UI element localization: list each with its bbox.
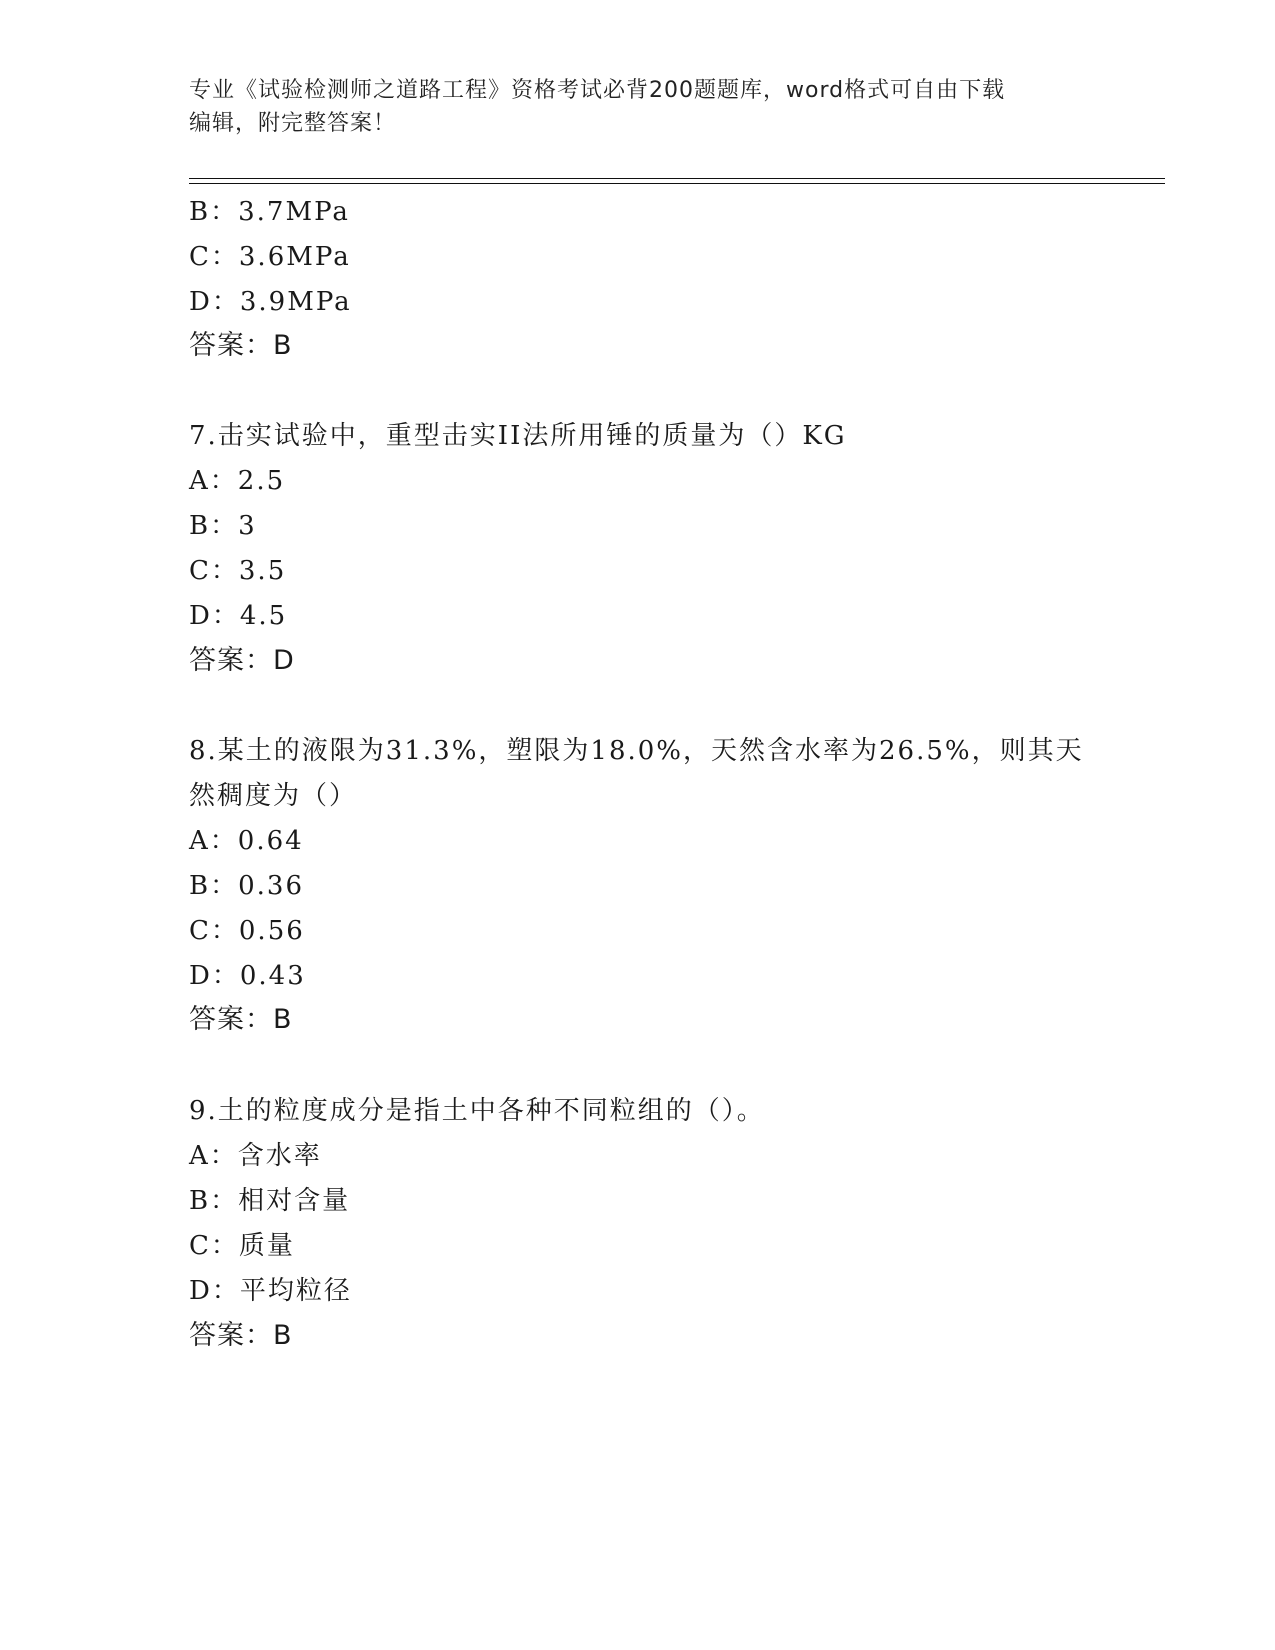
q9-option-d: D：平均粒径 bbox=[189, 1276, 352, 1306]
q8-option-d: D：0.43 bbox=[189, 961, 306, 991]
q7-option-d: D：4.5 bbox=[189, 601, 288, 631]
header-divider-top bbox=[189, 178, 1165, 179]
q7-option-b: B：3 bbox=[189, 511, 257, 541]
q7-question: 7.击实试验中，重型击实II法所用锤的质量为（）KG bbox=[189, 421, 847, 451]
q7-answer: 答案：D bbox=[189, 645, 295, 676]
q6-option-b: B：3.7MPa bbox=[189, 197, 350, 227]
q8-option-c: C：0.56 bbox=[189, 916, 305, 946]
q9-answer: 答案：B bbox=[189, 1320, 293, 1351]
q8-option-a: A：0.64 bbox=[189, 826, 304, 856]
q9-option-b: B：相对含量 bbox=[189, 1186, 351, 1216]
header-line-2: 编辑，附完整答案！ bbox=[189, 111, 397, 136]
q9-option-a: A：含水率 bbox=[189, 1141, 322, 1171]
document-header bbox=[189, 74, 1079, 140]
q8-option-b: B：0.36 bbox=[189, 871, 304, 901]
q8-question-line-1: 8.某土的液限为31.3%，塑限为18.0%，天然含水率为26.5%，则其天 bbox=[189, 736, 1084, 766]
q9-question: 9.土的粒度成分是指土中各种不同粒组的（）。 bbox=[189, 1096, 765, 1126]
q9-option-c: C：质量 bbox=[189, 1231, 295, 1261]
q8-question-line-2: 然稠度为（） bbox=[189, 781, 358, 811]
q6-answer: 答案：B bbox=[189, 330, 293, 361]
q7-option-c: C：3.5 bbox=[189, 556, 287, 586]
q8-answer: 答案：B bbox=[189, 1004, 293, 1035]
q7-option-a: A：2.5 bbox=[189, 466, 286, 496]
header-line-1: 专业《试验检测师之道路工程》资格考试必背200题题库，word格式可自由下载 bbox=[189, 78, 1006, 103]
q6-option-d: D：3.9MPa bbox=[189, 287, 352, 317]
header-divider-bottom bbox=[189, 183, 1165, 184]
q6-option-c: C：3.6MPa bbox=[189, 242, 351, 272]
